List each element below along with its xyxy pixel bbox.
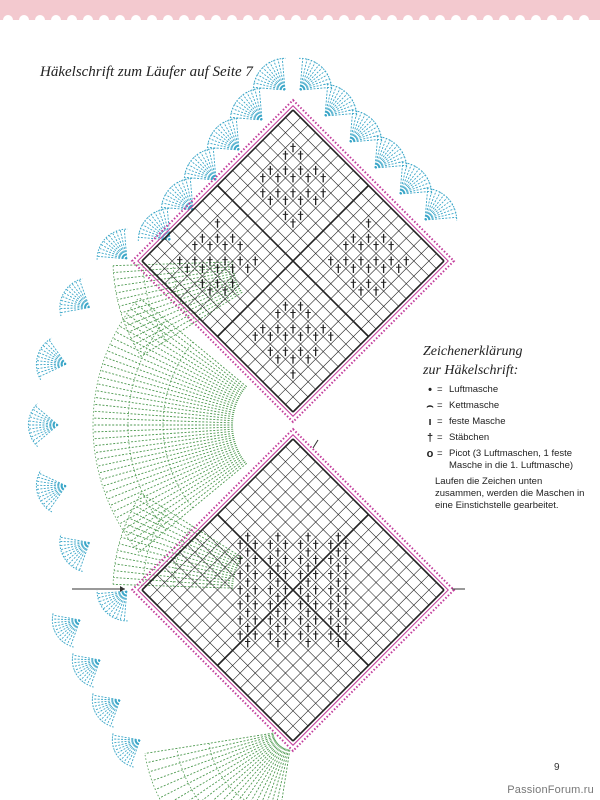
stitch-mark [366,279,371,288]
stitch-mark [298,166,303,175]
stitch-mark [336,578,341,587]
stitch-mark [245,638,250,647]
stitch-mark [222,241,227,250]
legend-note: Laufen die Zeichen unten zusammen, werden die Maschen in eine Einstichstelle gearbeitet. [435,476,585,511]
stitch-mark [343,586,348,595]
stitch-mark [268,616,273,625]
stitch-mark [230,264,235,273]
fan-ray [94,431,233,445]
stitch-mark [298,616,303,625]
stitch-mark [245,264,250,273]
stitch-mark [336,593,341,602]
stitch-mark [260,173,265,182]
motif-grid [132,429,454,751]
legend-item-picot [423,448,593,472]
fan-ray [116,453,240,518]
stitch-mark [253,586,258,595]
fan-ray [94,404,233,418]
legend-item-double [423,432,593,444]
stitch-mark [275,173,280,182]
scallop [246,51,301,106]
scallop [66,643,110,692]
scallop [200,111,255,166]
stitch-mark [373,287,378,296]
scallop [53,274,101,326]
stitch-mark [275,355,280,364]
stitch-mark [283,540,288,549]
stitch-mark [283,601,288,610]
fan-ray [147,734,274,762]
stitch-mark [305,309,310,318]
stitch-mark [268,601,273,610]
fan-ray [242,749,286,800]
stitch-mark [305,638,310,647]
upper-square-motif [132,100,454,422]
scallop [53,524,101,576]
stitch-mark [275,608,280,617]
stitch-mark [305,355,310,364]
stitch-mark [283,631,288,640]
stitch-mark [336,623,341,632]
equals-sign: = [437,384,443,395]
stitch-mark [283,166,288,175]
scallop [334,103,389,158]
legend-text: feste Masche [449,416,506,427]
stitch-mark [237,555,242,564]
stitch-mark [336,638,341,647]
stitch-mark [336,548,341,557]
legend-item-single [423,416,593,428]
legend-heading [423,342,593,380]
equals-sign: = [437,448,443,459]
stitch-mark [237,257,242,266]
fan-ray [107,447,237,499]
stitch-mark [275,324,280,333]
stitch-mark [305,533,310,542]
fan-ray [169,741,277,800]
stitch-mark [305,608,310,617]
scallop [409,181,464,236]
legend-item-chain [423,384,593,396]
stitch-mark [298,347,303,356]
stitch-mark [207,241,212,250]
stitch-mark [222,257,227,266]
stitch-mark [283,332,288,341]
fan-ray [119,326,241,395]
stitch-mark [298,631,303,640]
stitch-mark [351,264,356,273]
stitch-mark [336,563,341,572]
stitch-mark [275,593,280,602]
stitch-mark [305,173,310,182]
stitch-mark [215,219,220,228]
stitch-mark [290,143,295,152]
stitch-mark [245,548,250,557]
stitch-mark [275,309,280,318]
fan-ray [123,531,236,571]
stitch-mark [305,563,310,572]
stitch-mark [388,257,393,266]
stitch-mark [366,219,371,228]
stitch-mark [200,279,205,288]
stitch-mark [200,264,205,273]
legend-text: Luftmasche [449,384,499,395]
start-arrow-center [313,440,318,448]
stitch-mark [283,151,288,160]
fan-ray [187,744,279,800]
stitch-mark [222,287,227,296]
stitch-mark [305,324,310,333]
stitch-mark [268,540,273,549]
stitch-mark [275,638,280,647]
stitch-mark [313,631,318,640]
stitch-mark [290,324,295,333]
stitch-mark [290,173,295,182]
scallop [359,129,414,184]
fan-ray [105,357,237,404]
stitch-mark [373,257,378,266]
stitch-mark [313,555,318,564]
scallop [28,403,58,446]
stitch-mark [351,234,356,243]
stitch-mark [298,570,303,579]
fan-ray [99,439,235,473]
stitch-mark [245,578,250,587]
scallop [131,201,186,256]
stitch-mark [268,586,273,595]
stitch-mark [298,555,303,564]
stitch-mark [313,332,318,341]
motif-grid [132,100,454,422]
chain-stitch-icon: • [428,384,432,396]
single-crochet-icon: ı [428,416,432,428]
fan-arc [145,753,270,800]
stitch-mark [404,257,409,266]
stitch-mark [305,593,310,602]
stitch-mark [245,593,250,602]
stitch-mark [381,279,386,288]
stitch-mark [275,189,280,198]
fan-ray [116,332,240,397]
stitch-mark [275,563,280,572]
stitch-mark [268,570,273,579]
stitch-mark [321,189,326,198]
fan-ray [97,437,234,466]
stitch-mark [245,533,250,542]
stitch-mark [298,151,303,160]
picot-icon: ο [426,448,434,460]
stitch-mark [230,279,235,288]
stitch-mark [275,533,280,542]
stitch-mark [313,196,318,205]
stitch-mark [253,257,258,266]
equals-sign: = [437,416,443,427]
stitch-mark [328,631,333,640]
fan-ray [107,351,237,403]
legend-heading-line2: zur Häkelschrift: [423,363,519,378]
stitch-mark [358,287,363,296]
stitch-mark [366,264,371,273]
stitch-mark [268,631,273,640]
stitch-mark [305,623,310,632]
scallop [31,336,71,385]
stitch-mark [230,234,235,243]
stitch-mark [328,601,333,610]
legend-text: Kettmasche [449,400,500,411]
slip-stitch-icon: ⌢ [426,400,434,412]
scallop [154,171,209,226]
legend-text: Stäbchen [449,432,490,443]
stitch-mark [253,616,258,625]
lower-square-motif [132,429,454,751]
stitch-mark [343,257,348,266]
stitch-mark [283,302,288,311]
stitch-mark [351,279,356,288]
stitch-mark [237,586,242,595]
scallop [309,77,364,132]
stitch-mark [358,257,363,266]
stitch-mark [321,324,326,333]
stitch-mark [207,257,212,266]
stitch-mark [396,264,401,273]
stitch-mark [237,601,242,610]
stitch-mark [328,586,333,595]
fan-ray [101,370,236,408]
stitch-mark [388,241,393,250]
stitch-mark [245,608,250,617]
fan-ray [99,377,235,411]
stitch-mark [321,173,326,182]
stitch-mark [381,264,386,273]
fan-ray [105,445,237,492]
scallop [86,683,130,732]
scallop [31,465,71,514]
stitch-mark [192,241,197,250]
stitch-mark [336,533,341,542]
stitch-mark [253,570,258,579]
stitch-mark [237,570,242,579]
fan-ray [164,740,276,800]
stitch-mark [253,540,258,549]
stitch-mark [305,578,310,587]
scallop [90,576,142,628]
stitch-mark [313,347,318,356]
equals-sign: = [437,432,443,443]
stitch-mark [290,219,295,228]
stitch-mark [313,601,318,610]
stitch-mark [268,555,273,564]
stitch-mark [283,616,288,625]
stitch-mark [328,540,333,549]
stitch-mark [298,601,303,610]
legend-text: Picot (3 Luftmaschen, 1 feste Masche in die 1. Luftmasche) [449,448,574,471]
stitch-mark [283,570,288,579]
fan-ray [95,397,234,416]
stitch-mark [290,309,295,318]
scallop [90,222,142,274]
page-title: Häkelschrift zum Läufer auf Seite 7 [40,64,253,80]
stitch-mark [192,257,197,266]
stitch-mark [343,570,348,579]
stitch-mark [328,616,333,625]
stitch-mark [253,601,258,610]
stitch-mark [328,555,333,564]
stitch-mark [328,257,333,266]
legend-item-slip [423,400,593,412]
stitch-mark [313,586,318,595]
fan-ray [130,308,244,390]
legend-list [423,384,593,472]
stitch-mark [260,189,265,198]
equals-sign: = [437,400,443,411]
stitch-mark [260,324,265,333]
stitch-mark [366,234,371,243]
stitch-mark [358,241,363,250]
stitch-mark [336,608,341,617]
stitch-mark [283,211,288,220]
stitch-mark [268,347,273,356]
stitch-mark [343,540,348,549]
stitch-mark [290,370,295,379]
stitch-mark [253,332,258,341]
stitch-mark [313,540,318,549]
stitch-mark [275,623,280,632]
stitch-legend [423,342,593,512]
stitch-mark [298,196,303,205]
stitch-mark [328,570,333,579]
stitch-mark [336,264,341,273]
scallop [106,723,150,772]
stitch-mark [253,631,258,640]
stitch-mark [275,548,280,557]
fan-ray [174,742,277,800]
legend-heading-line1: Zeichenerklärung [423,344,523,359]
stitch-mark [283,196,288,205]
stitch-mark [245,563,250,572]
stitch-mark [275,578,280,587]
stitch-mark [305,548,310,557]
stitch-mark [328,332,333,341]
stitch-mark [343,241,348,250]
stitch-mark [283,347,288,356]
stitch-mark [237,540,242,549]
scallop [284,51,339,106]
stitch-mark [283,586,288,595]
stitch-mark [298,540,303,549]
stitch-mark [268,196,273,205]
stitch-mark [313,166,318,175]
stitch-mark [298,302,303,311]
stitch-mark [290,189,295,198]
stitch-mark [343,616,348,625]
stitch-mark [343,555,348,564]
stitch-mark [305,189,310,198]
stitch-mark [343,631,348,640]
stitch-mark [237,616,242,625]
page-number: 9 [554,762,560,773]
watermark: PassionForum.ru [507,784,594,796]
stitch-mark [343,601,348,610]
fan-ray [137,499,241,559]
double-crochet-icon: † [426,432,434,444]
stitch-mark [290,355,295,364]
scallop [223,81,278,136]
fan-ray [145,733,273,753]
stitch-mark [253,555,258,564]
stitch-mark [237,631,242,640]
stitch-mark [298,211,303,220]
stitch-mark [215,234,220,243]
stitch-mark [283,555,288,564]
stitch-mark [373,241,378,250]
stitch-mark [268,166,273,175]
stitch-mark [298,586,303,595]
scallop [384,155,439,210]
stitch-mark [313,570,318,579]
fan-ray [95,433,234,452]
stitch-mark [381,234,386,243]
stitch-mark [313,616,318,625]
scallop [46,603,90,652]
stitch-mark [298,332,303,341]
stitch-mark [200,234,205,243]
stitch-mark [245,623,250,632]
stitch-mark [177,257,182,266]
stitch-mark [268,332,273,341]
fan-arc [209,743,280,800]
stitch-mark [237,241,242,250]
